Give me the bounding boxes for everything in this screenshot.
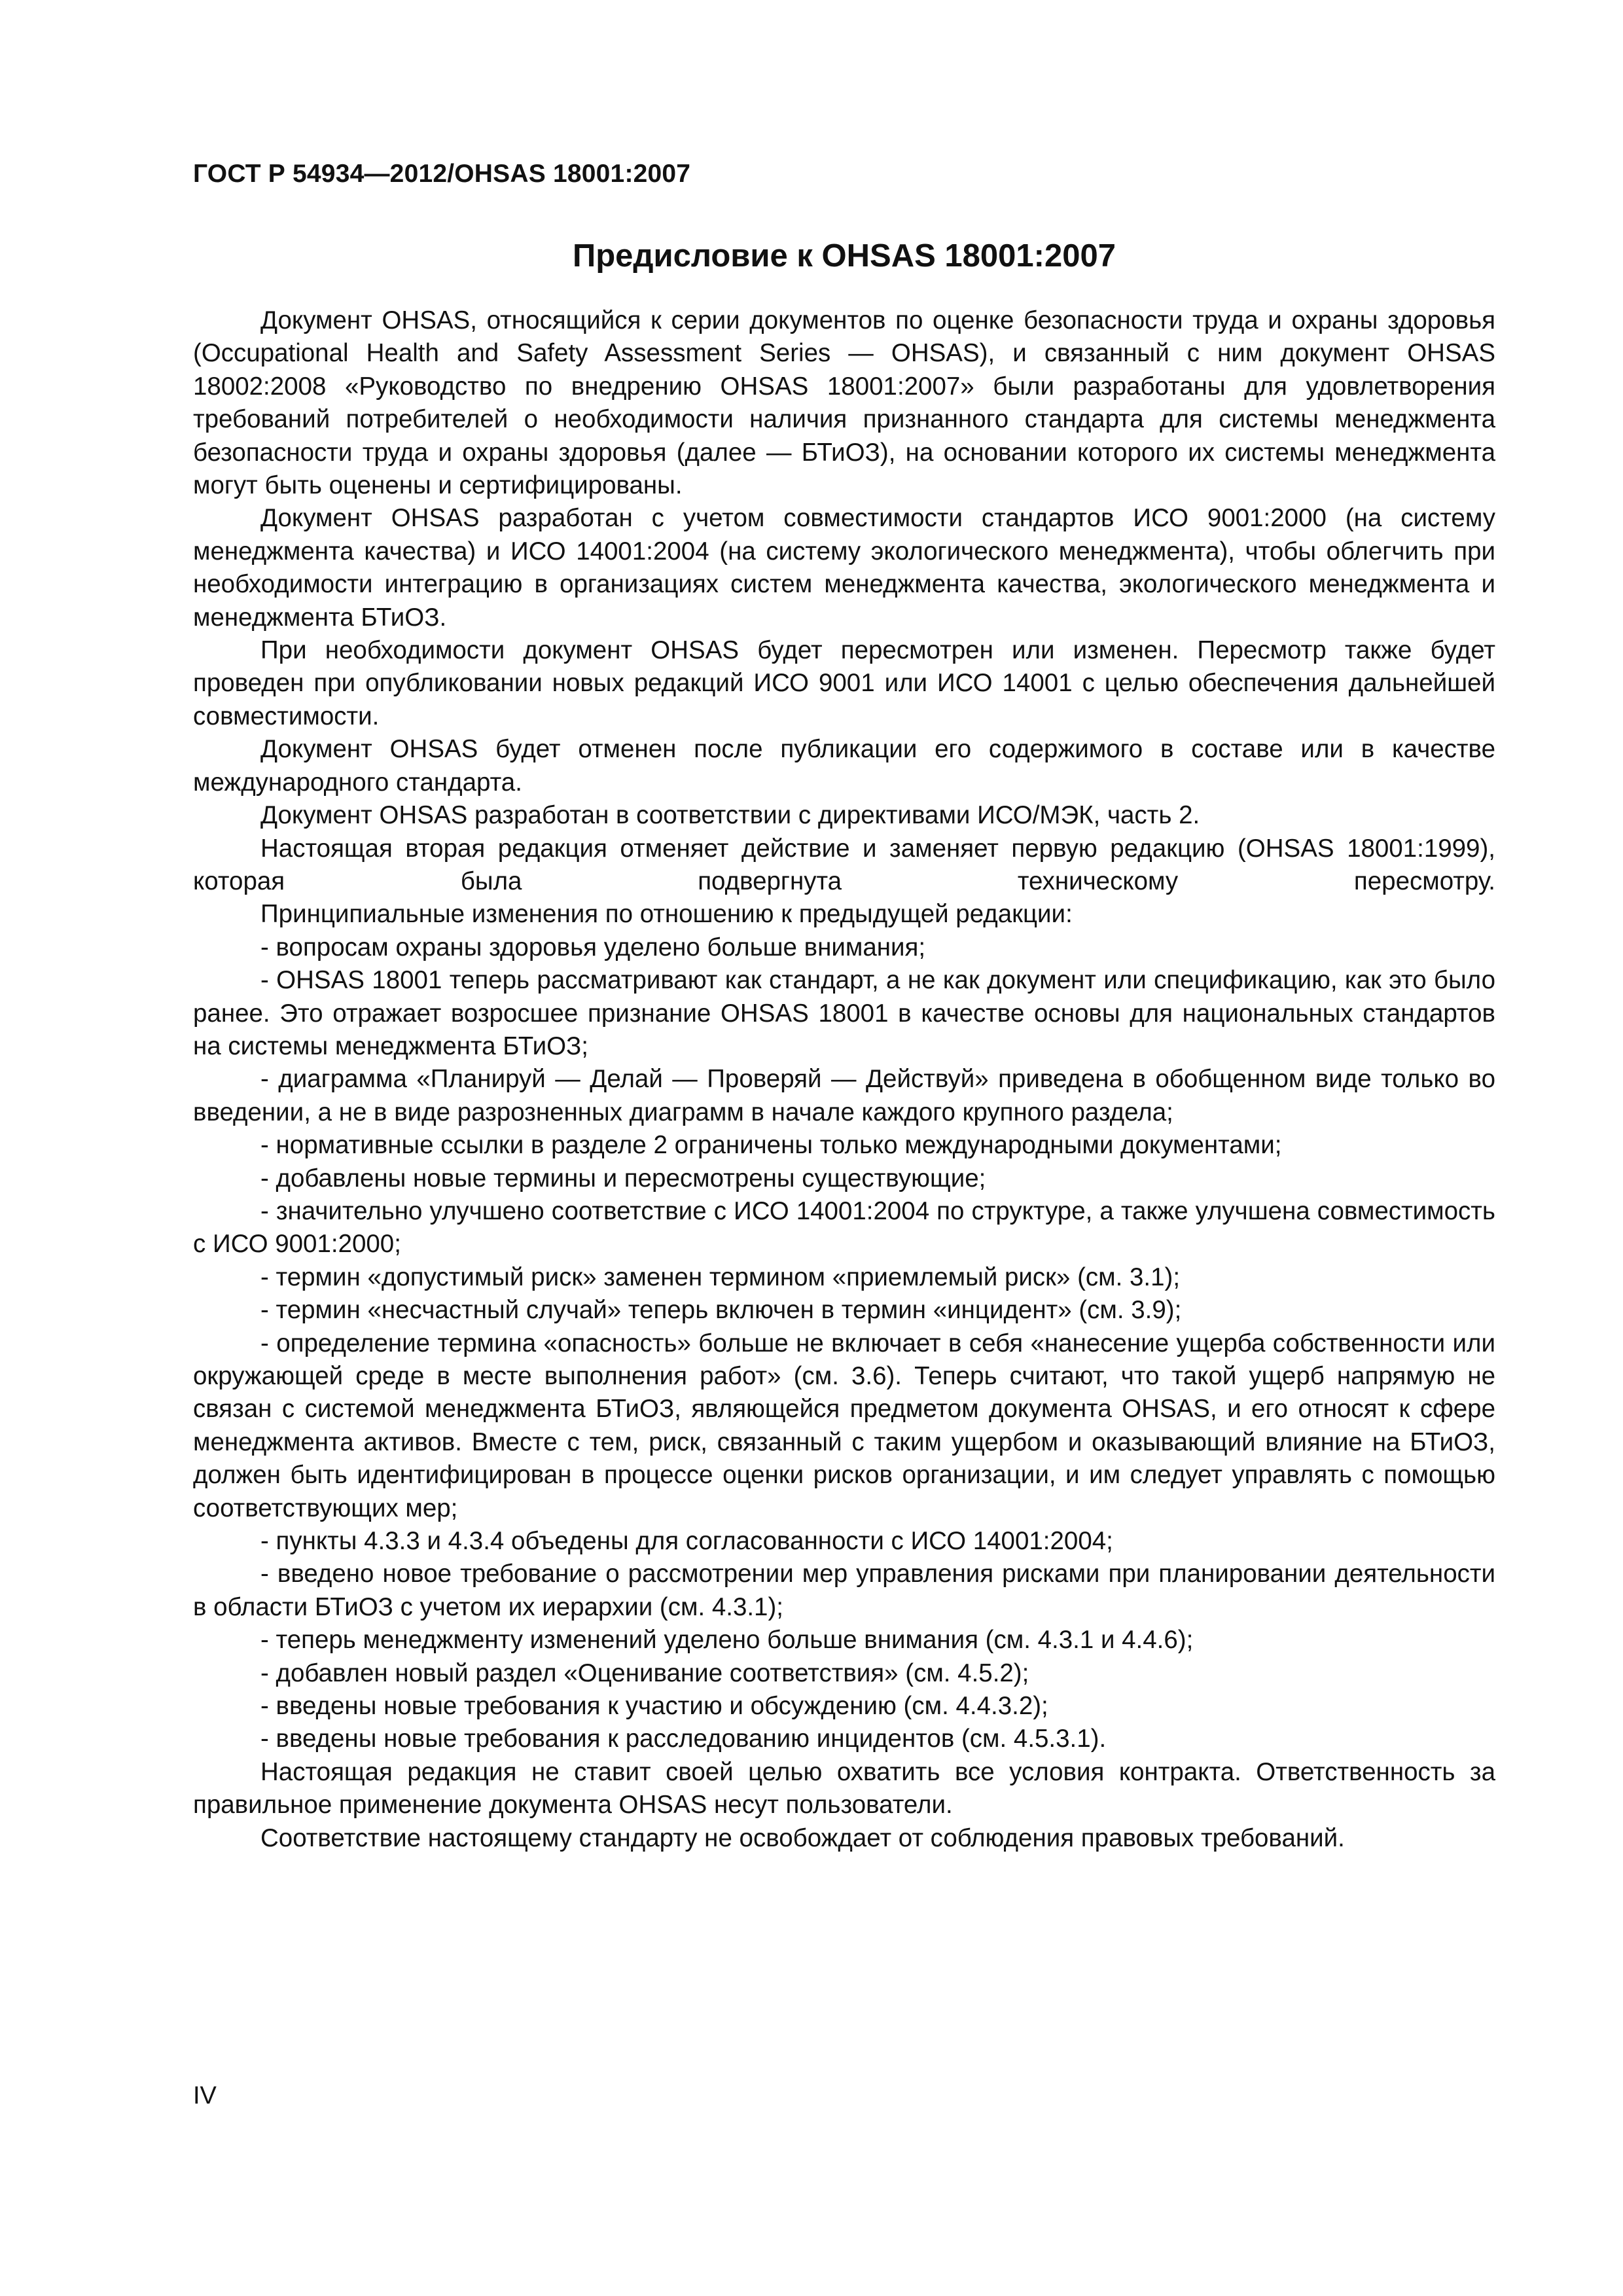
list-item: - OHSAS 18001 теперь рассматривают как стандарт, а не как документ или спецификацию, как это было ранее. Это отражает возросшее признание OHSAS 18001 в качестве основы для национальных стандартов на системы менеджмента БТиОЗ; bbox=[193, 966, 1495, 1060]
document-header: ГОСТ Р 54934—2012/OHSAS 18001:2007 bbox=[193, 160, 691, 188]
paragraph-legal: Соответствие настоящему стандарту не освобождает от соблюдения правовых требований. bbox=[260, 1823, 1345, 1852]
paragraph-withdrawal: Документ OHSAS будет отменен после публикации его содержимого в составе или в качестве международного стандарта. bbox=[193, 735, 1495, 797]
list-item: - теперь менеджменту изменений уделено больше внимания (см. 4.3.1 и 4.4.6); bbox=[260, 1626, 1194, 1655]
paragraph-compatibility: Документ OHSAS разработан с учетом совместимости стандартов ИСО 9001:2000 (на систему менеджмента качества) и ИСО 14001:2004 (на систему экологического менеджмента), чтобы облегчить при необходимости интеграцию в организациях систем менеджмента качества, экологического менеджмента и менеджмента БТиОЗ. bbox=[193, 504, 1495, 632]
list-item: - нормативные ссылки в разделе 2 ограничены только международными документами; bbox=[260, 1131, 1282, 1160]
paragraph-intro: Документ OHSAS, относящийся к серии документов по оценке безопасности труда и охраны здоровья (Occupational Health and Safety Assessment Series — OHSAS), и связанный с ним документ OHSAS 18002:2008 «Руководство по внедрению OHSAS 18001:2007» были разработаны для удовлетворения требований потребителей о необходимости наличия признанного стандарта для системы менеджмента безопасности труда и охраны здоровья (далее — БТиОЗ), на основании которого их системы менеджмента могут быть оценены и сертифицированы. bbox=[193, 306, 1495, 500]
list-item: - введено новое требование о рассмотрении мер управления рисками при планировании деятельности в области БТиОЗ с учетом их иерархии (см. 4.3.1); bbox=[193, 1560, 1495, 1621]
list-item: - диаграмма «Планируй — Делай — Проверяй — Действуй» приведена в обобщенном виде только во введении, а не в виде разрозненных диаграмм в начале каждого крупного раздела; bbox=[193, 1065, 1495, 1126]
list-item: - термин «допустимый риск» заменен термином «приемлемый риск» (см. 3.1); bbox=[260, 1263, 1181, 1291]
paragraph-directives: Документ OHSAS разработан в соответствии с директивами ИСО/МЭК, часть 2. bbox=[260, 801, 1200, 830]
paragraph-changes-intro: Принципиальные изменения по отношению к предыдущей редакции: bbox=[260, 900, 1073, 929]
list-item: - термин «несчастный случай» теперь включен в термин «инцидент» (см. 3.9); bbox=[260, 1296, 1182, 1325]
paragraph-revision: При необходимости документ OHSAS будет пересмотрен или изменен. Пересмотр также будет проведен при опубликовании новых редакций ИСО 9001 или ИСО 14001 с целью обеспечения дальнейшей совместимости. bbox=[193, 636, 1495, 730]
list-item: - введены новые требования к расследованию инцидентов (см. 4.5.3.1). bbox=[260, 1725, 1107, 1753]
page-number: IV bbox=[193, 2082, 217, 2109]
list-item: - определение термина «опасность» больше не включает в себя «нанесение ущерба собственности или окружающей среде в месте выполнения работ» (см. 3.6). Теперь считают, что такой ущерб напрямую не связан с системой менеджмента БТиОЗ, являющейся предметом документа OHSAS, и его относят к сфере менеджмента активов. Вместе с тем, риск, связанный с таким ущербом и оказывающий влияние на БТиОЗ, должен быть идентифицирован в процессе оценки рисков организации, и им следует управлять с помощью соответствующих мер; bbox=[193, 1329, 1495, 1522]
paragraph-contract: Настоящая редакция не ставит своей целью охватить все условия контракта. Ответственность за правильное применение документа OHSAS несут пользователи. bbox=[193, 1757, 1495, 1820]
list-item: - добавлены новые термины и пересмотрены существующие; bbox=[260, 1164, 986, 1193]
body-text bbox=[193, 304, 1495, 1855]
list-item: - значительно улучшено соответствие с ИСО 14001:2004 по структуре, а также улучшена совместимость с ИСО 9001:2000; bbox=[193, 1196, 1495, 1259]
list-item: - добавлен новый раздел «Оценивание соответствия» (см. 4.5.2); bbox=[260, 1659, 1029, 1687]
page-title: Предисловие к OHSAS 18001:2007 bbox=[573, 238, 1116, 274]
list-item: - вопросам охраны здоровья уделено больше внимания; bbox=[260, 933, 926, 961]
list-item: - пункты 4.3.3 и 4.3.4 объедены для согласованности с ИСО 14001:2004; bbox=[260, 1527, 1113, 1556]
list-item: - введены новые требования к участию и обсуждению (см. 4.4.3.2); bbox=[260, 1692, 1048, 1721]
paragraph-second-edition: Настоящая вторая редакция отменяет действие и заменяет первую редакцию (OHSAS 18001:1999), которая была подвергнута техническому пересмотру. bbox=[193, 834, 1495, 895]
